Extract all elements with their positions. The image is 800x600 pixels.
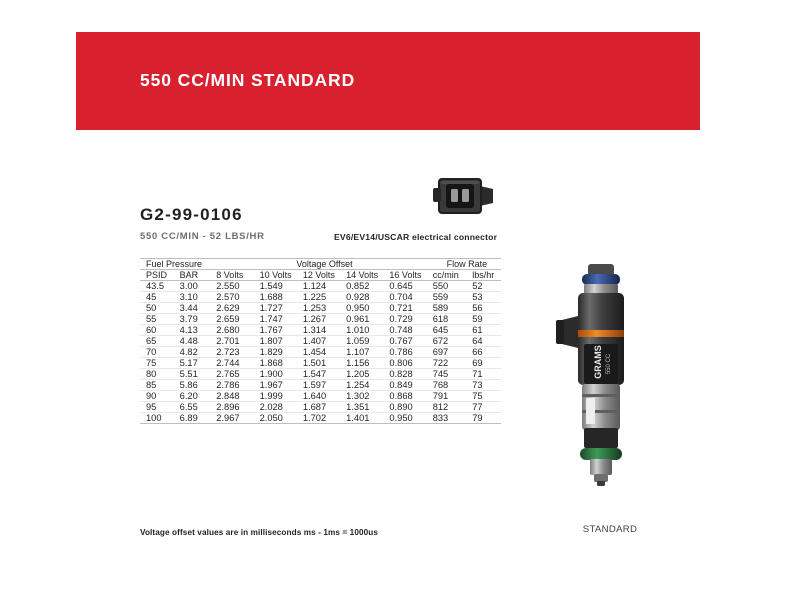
cell-8v: 2.680 [216, 325, 259, 336]
table-group-header-row [140, 259, 501, 270]
column-header-12-volts: 12 Volts [303, 270, 346, 281]
cell-16v: 0.748 [389, 325, 432, 336]
cell-ccmin: 745 [433, 369, 473, 380]
injector-caption: STANDARD [582, 524, 638, 535]
cell-8v: 2.744 [216, 358, 259, 369]
cell-ccmin: 559 [433, 292, 473, 303]
cell-lbshr: 79 [472, 413, 501, 424]
cell-lbshr: 59 [472, 314, 501, 325]
table-row [140, 402, 501, 413]
cell-12v: 1.501 [303, 358, 346, 369]
table-row [140, 325, 501, 336]
cell-bar: 6.20 [180, 391, 217, 402]
cell-psid: 95 [140, 402, 180, 413]
cell-lbshr: 71 [472, 369, 501, 380]
cell-lbshr: 61 [472, 325, 501, 336]
cell-lbshr: 73 [472, 380, 501, 391]
cell-ccmin: 589 [433, 303, 473, 314]
cell-14v: 1.302 [346, 391, 389, 402]
cell-10v: 1.829 [260, 347, 303, 358]
cell-psid: 50 [140, 303, 180, 314]
column-header-10-volts: 10 Volts [260, 270, 303, 281]
cell-16v: 0.645 [389, 281, 432, 292]
column-header-psid: PSID [140, 270, 180, 281]
table-row [140, 369, 501, 380]
cell-14v: 0.961 [346, 314, 389, 325]
table-row [140, 314, 501, 325]
cell-12v: 1.267 [303, 314, 346, 325]
cell-10v: 2.028 [260, 402, 303, 413]
cell-lbshr: 77 [472, 402, 501, 413]
cell-10v: 1.807 [260, 336, 303, 347]
cell-14v: 0.928 [346, 292, 389, 303]
cell-12v: 1.225 [303, 292, 346, 303]
cell-12v: 1.547 [303, 369, 346, 380]
cell-psid: 90 [140, 391, 180, 402]
table-row [140, 391, 501, 402]
table-row [140, 281, 501, 292]
cell-12v: 1.454 [303, 347, 346, 358]
cell-16v: 0.729 [389, 314, 432, 325]
cell-8v: 2.967 [216, 413, 259, 424]
cell-ccmin: 645 [433, 325, 473, 336]
cell-8v: 2.765 [216, 369, 259, 380]
svg-text:550 CC: 550 CC [606, 353, 612, 375]
cell-8v: 2.629 [216, 303, 259, 314]
cell-lbshr: 53 [472, 292, 501, 303]
cell-8v: 2.701 [216, 336, 259, 347]
table-row [140, 292, 501, 303]
cell-bar: 3.79 [180, 314, 217, 325]
cell-bar: 5.51 [180, 369, 217, 380]
connector-label: EV6/EV14/USCAR electrical connector [334, 232, 498, 242]
cell-14v: 0.950 [346, 303, 389, 314]
column-header-cc-min: cc/min [433, 270, 473, 281]
cell-12v: 1.253 [303, 303, 346, 314]
cell-bar: 5.86 [180, 380, 217, 391]
cell-lbshr: 56 [472, 303, 501, 314]
cell-bar: 3.00 [180, 281, 217, 292]
cell-10v: 2.050 [260, 413, 303, 424]
cell-16v: 0.704 [389, 292, 432, 303]
cell-psid: 55 [140, 314, 180, 325]
cell-ccmin: 550 [433, 281, 473, 292]
table-footnote: Voltage offset values are in milliseconds ms - 1ms = 1000us [140, 528, 379, 537]
column-header-lbs-hr: lbs/hr [472, 270, 501, 281]
cell-14v: 1.351 [346, 402, 389, 413]
cell-12v: 1.702 [303, 413, 346, 424]
cell-16v: 0.767 [389, 336, 432, 347]
column-header-bar: BAR [180, 270, 217, 281]
cell-lbshr: 75 [472, 391, 501, 402]
cell-ccmin: 697 [433, 347, 473, 358]
column-header-14-volts: 14 Volts [346, 270, 389, 281]
fuel-injector-image [520, 258, 700, 548]
cell-psid: 65 [140, 336, 180, 347]
cell-12v: 1.407 [303, 336, 346, 347]
cell-10v: 1.767 [260, 325, 303, 336]
cell-16v: 0.828 [389, 369, 432, 380]
cell-bar: 6.55 [180, 402, 217, 413]
cell-ccmin: 791 [433, 391, 473, 402]
cell-10v: 1.868 [260, 358, 303, 369]
group-header-voltage-offset: Voltage Offset [216, 259, 432, 270]
header-banner [76, 32, 700, 130]
cell-12v: 1.687 [303, 402, 346, 413]
page-title: 550 CC/MIN STANDARD [140, 70, 356, 90]
part-number: G2-99-0106 [140, 205, 243, 224]
cell-8v: 2.550 [216, 281, 259, 292]
svg-text:GRAMS: GRAMS [593, 345, 603, 379]
cell-10v: 1.747 [260, 314, 303, 325]
cell-bar: 3.10 [180, 292, 217, 303]
cell-8v: 2.786 [216, 380, 259, 391]
cell-14v: 1.401 [346, 413, 389, 424]
spec-table [140, 258, 501, 424]
cell-ccmin: 722 [433, 358, 473, 369]
table-row [140, 413, 501, 424]
cell-10v: 1.688 [260, 292, 303, 303]
table-row [140, 358, 501, 369]
cell-14v: 1.010 [346, 325, 389, 336]
cell-16v: 0.786 [389, 347, 432, 358]
cell-ccmin: 618 [433, 314, 473, 325]
cell-16v: 0.868 [389, 391, 432, 402]
cell-16v: 0.721 [389, 303, 432, 314]
table-row [140, 303, 501, 314]
table-column-header-row [140, 270, 501, 281]
cell-bar: 6.89 [180, 413, 217, 424]
cell-14v: 1.059 [346, 336, 389, 347]
cell-lbshr: 52 [472, 281, 501, 292]
table-row [140, 380, 501, 391]
cell-14v: 0.852 [346, 281, 389, 292]
cell-10v: 1.999 [260, 391, 303, 402]
cell-12v: 1.314 [303, 325, 346, 336]
cell-10v: 1.727 [260, 303, 303, 314]
cell-16v: 0.806 [389, 358, 432, 369]
cell-14v: 1.156 [346, 358, 389, 369]
table-row [140, 347, 501, 358]
cell-10v: 1.967 [260, 380, 303, 391]
cell-psid: 85 [140, 380, 180, 391]
cell-12v: 1.124 [303, 281, 346, 292]
cell-lbshr: 64 [472, 336, 501, 347]
cell-bar: 4.13 [180, 325, 217, 336]
cell-10v: 1.900 [260, 369, 303, 380]
cell-bar: 4.48 [180, 336, 217, 347]
cell-8v: 2.570 [216, 292, 259, 303]
cell-8v: 2.848 [216, 391, 259, 402]
cell-8v: 2.659 [216, 314, 259, 325]
spec-table-wrapper [140, 258, 501, 424]
cell-16v: 0.890 [389, 402, 432, 413]
cell-ccmin: 833 [433, 413, 473, 424]
cell-psid: 70 [140, 347, 180, 358]
cell-lbshr: 69 [472, 358, 501, 369]
cell-psid: 100 [140, 413, 180, 424]
group-header-fuel-pressure: Fuel Pressure [140, 259, 216, 270]
cell-psid: 80 [140, 369, 180, 380]
cell-psid: 60 [140, 325, 180, 336]
cell-psid: 43.5 [140, 281, 180, 292]
group-header-flow-rate: Flow Rate [433, 259, 501, 270]
cell-psid: 45 [140, 292, 180, 303]
cell-14v: 1.254 [346, 380, 389, 391]
cell-8v: 2.723 [216, 347, 259, 358]
table-row [140, 336, 501, 347]
cell-ccmin: 812 [433, 402, 473, 413]
cell-12v: 1.640 [303, 391, 346, 402]
cell-psid: 75 [140, 358, 180, 369]
cell-16v: 0.849 [389, 380, 432, 391]
cell-16v: 0.950 [389, 413, 432, 424]
cell-14v: 1.205 [346, 369, 389, 380]
cell-12v: 1.597 [303, 380, 346, 391]
cell-bar: 5.17 [180, 358, 217, 369]
injector-connector-image [430, 172, 496, 220]
cell-8v: 2.896 [216, 402, 259, 413]
column-header-16-volts: 16 Volts [389, 270, 432, 281]
cell-10v: 1.549 [260, 281, 303, 292]
column-header-8-volts: 8 Volts [216, 270, 259, 281]
part-subtitle: 550 CC/MIN - 52 LBS/HR [140, 231, 265, 242]
cell-14v: 1.107 [346, 347, 389, 358]
cell-bar: 4.82 [180, 347, 217, 358]
cell-ccmin: 768 [433, 380, 473, 391]
cell-lbshr: 66 [472, 347, 501, 358]
cell-bar: 3.44 [180, 303, 217, 314]
cell-ccmin: 672 [433, 336, 473, 347]
